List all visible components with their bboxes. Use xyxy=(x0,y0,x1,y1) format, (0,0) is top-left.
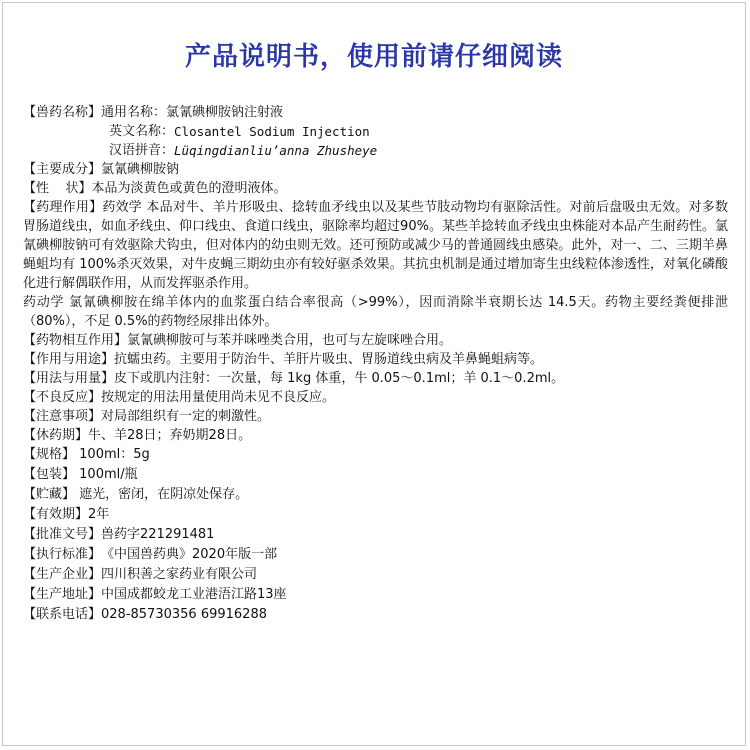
manufacturer-section xyxy=(23,565,728,585)
standard-label: 【执行标准】 xyxy=(23,547,102,562)
address-section xyxy=(23,585,728,605)
precautions-value: 对局部组织有一定的刺激性。 xyxy=(101,409,271,424)
ingredient-value: 氯氰碘柳胺钠 xyxy=(101,162,180,177)
package-value: 100ml/瓶 xyxy=(75,467,138,482)
indication-label: 【作用与用途】 xyxy=(23,352,115,367)
validity-value: 2年 xyxy=(88,507,110,522)
dosage-label: 【用法与用量】 xyxy=(23,371,115,386)
pinyin-name: Lüqingdianliu’anna Zhusheye xyxy=(174,143,378,158)
interaction-label: 【药物相互作用】 xyxy=(23,333,128,348)
pinyin-label: 汉语拼音： xyxy=(109,143,175,158)
storage-value: 遮光，密闭，在阴凉处保存。 xyxy=(75,487,249,502)
ingredient-label: 【主要成分】 xyxy=(23,162,102,177)
adverse-value: 按规定的用法用量使用尚未见不良反应。 xyxy=(101,390,336,405)
phone-label: 【联系电话】 xyxy=(23,607,102,622)
english-name: Closantel Sodium Injection xyxy=(174,124,370,139)
pharmacodynamics-text: 药效学 本品对牛、羊片形吸虫、捻转血矛线虫以及某些节肢动物均有驱除活性。对前后盘吸虫无效。对多数胃肠道线虫，如血矛线虫、仰口线虫、食道口线虫，驱除率均超过90%。某些羊捻转血矛线虫虫株能对本品产生耐药性。氯氰碘柳胺钠可有效驱除犬钩虫，但对体内的幼虫则无效。还可预防或减少马的普通圆线虫感染。此外，对一、二、三期羊鼻蝇蛆均有 100%杀灭效果，对牛皮蝇三期幼虫亦有较好驱杀效果。其抗虫机制是通过增加寄生虫线粒体渗透性，对氧化磷酸化进行解偶联作用，从而发挥驱杀作用。 xyxy=(23,200,728,291)
withdrawal-label: 【休药期】 xyxy=(23,428,89,443)
character-value: 本品为淡黄色或黄色的澄明液体。 xyxy=(91,181,287,196)
spec-label: 【规格】 xyxy=(23,447,76,462)
interaction-section xyxy=(23,331,728,350)
spec-value: 100ml：5g xyxy=(75,447,150,462)
validity-label: 【有效期】 xyxy=(23,507,89,522)
standard-section xyxy=(23,545,728,565)
character-section xyxy=(23,179,728,198)
validity-section xyxy=(23,505,728,525)
page-title: 产品说明书，使用前请仔细阅读 xyxy=(184,42,563,72)
instruction-sheet xyxy=(2,2,746,746)
interaction-value: 氯氰碘柳胺可与苯并咪唑类合用，也可与左旋咪唑合用。 xyxy=(127,333,453,348)
instruction-content xyxy=(23,103,728,625)
standard-value: 《中国兽药典》2020年版一部 xyxy=(101,547,278,562)
generic-name: 通用名称：氯氰碘柳胺钠注射液 xyxy=(101,105,284,120)
approval-label: 【批准文号】 xyxy=(23,527,102,542)
storage-label: 【贮藏】 xyxy=(23,487,76,502)
storage-section xyxy=(23,485,728,505)
indication-section xyxy=(23,350,728,369)
package-section xyxy=(23,465,728,485)
phone-section xyxy=(23,605,728,625)
address-value: 中国成都蛟龙工业港浯江路13座 xyxy=(101,587,287,602)
approval-value: 兽药字221291481 xyxy=(101,527,215,542)
phone-value: 028-85730356 69916288 xyxy=(101,607,267,622)
pharmacokinetics-text: 药动学 氯氰碘柳胺在绵羊体内的血浆蛋白结合率很高（>99%），因而消除半衰期长达 14.5天。药物主要经粪便排泄（80%），不足 0.5%的药物经尿排出体外。 xyxy=(23,295,728,329)
indication-value: 抗蠕虫药。主要用于防治牛、羊肝片吸虫、胃肠道线虫病及羊鼻蝇蛆病等。 xyxy=(114,352,544,367)
character-label: 【性 状】 xyxy=(23,181,92,196)
pharmacology-label: 【药理作用】 xyxy=(23,200,103,215)
adverse-section xyxy=(23,388,728,407)
approval-section xyxy=(23,525,728,545)
dosage-section xyxy=(23,369,728,388)
english-name-label: 英文名称： xyxy=(109,124,175,139)
spec-section xyxy=(23,445,728,465)
manufacturer-value: 四川积善之家药业有限公司 xyxy=(101,567,258,582)
address-label: 【生产地址】 xyxy=(23,587,102,602)
precautions-label: 【注意事项】 xyxy=(23,409,102,424)
drug-name-label: 【兽药名称】 xyxy=(23,105,102,120)
drug-name-section xyxy=(23,103,728,122)
withdrawal-value: 牛、羊28日；弃奶期28日。 xyxy=(88,428,252,443)
package-label: 【包装】 xyxy=(23,467,76,482)
ingredient-section xyxy=(23,160,728,179)
dosage-value: 皮下或肌内注射：一次量，每 1kg 体重，牛 0.05～0.1ml；羊 0.1～0.2ml。 xyxy=(114,371,565,386)
manufacturer-label: 【生产企业】 xyxy=(23,567,102,582)
withdrawal-section xyxy=(23,426,728,445)
precautions-section xyxy=(23,407,728,426)
pharmacology-section xyxy=(23,198,728,293)
pinyin-row xyxy=(23,141,728,160)
adverse-label: 【不良反应】 xyxy=(23,390,102,405)
english-name-row xyxy=(23,122,728,141)
